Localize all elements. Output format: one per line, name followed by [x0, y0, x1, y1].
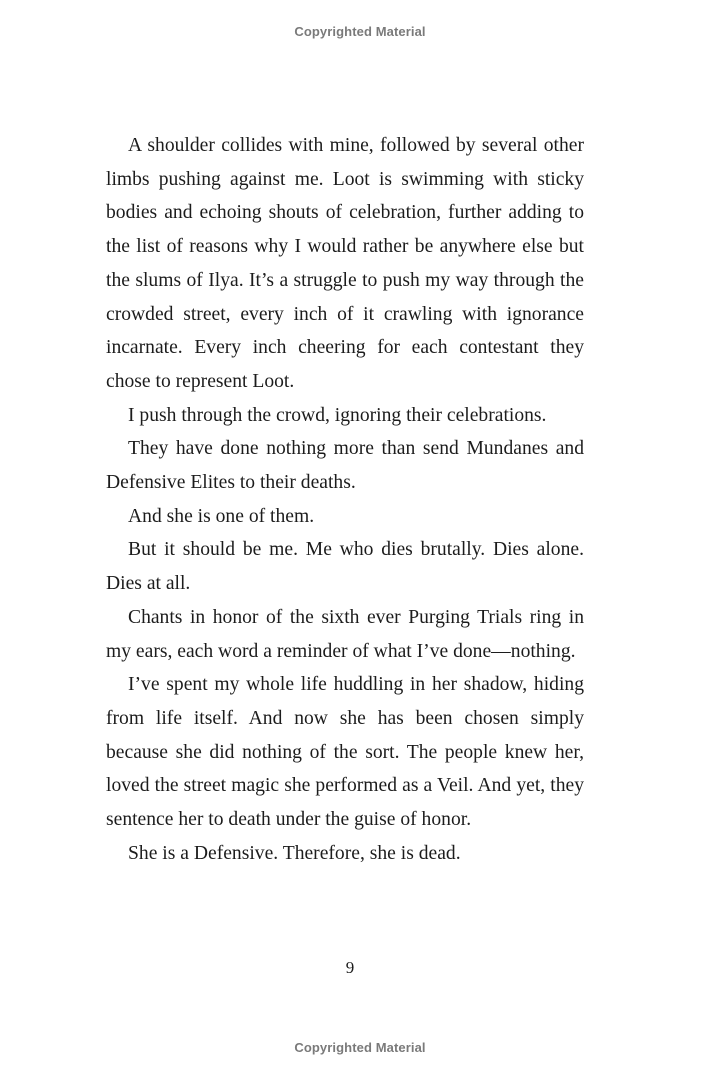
paragraph: I push through the crowd, ignoring their celebrations. — [128, 404, 547, 426]
page-body-text — [106, 129, 584, 870]
copyright-watermark-bottom: Copyrighted Material — [294, 1040, 426, 1055]
paragraph: Chants in honor of the sixth ever Purging Trials ring in my ears, each word a reminder of what I’ve done—nothing. — [106, 606, 584, 662]
paragraph: A shoulder collides with mine, followed by several other limbs pushing against me. Loot is swimming with sticky bodies and echoing shouts of celebration, further adding to the list of reasons why I would rather be anywhere else but the slums of Ilya. It’s a struggle to push my way through the crowded street, every inch of it crawling with ignorance incarnate. Every inch cheering for each contestant they chose to represent Loot. — [106, 135, 584, 392]
paragraph: I’ve spent my whole life huddling in her shadow, hiding from life itself. And now she has been chosen simply because she did nothing of the sort. The people knew her, loved the street magic she performed as a Veil. And yet, they sentence her to death under the guise of honor. — [106, 674, 584, 831]
copyright-watermark-top: Copyrighted Material — [294, 24, 426, 39]
page-number: 9 — [345, 958, 355, 977]
paragraph: And she is one of them. — [128, 505, 315, 527]
paragraph: She is a Defensive. Therefore, she is dead. — [128, 842, 461, 864]
paragraph: But it should be me. Me who dies brutally. Dies alone. Dies at all. — [106, 539, 584, 595]
paragraph: They have done nothing more than send Mundanes and Defensive Elites to their deaths. — [106, 438, 584, 494]
